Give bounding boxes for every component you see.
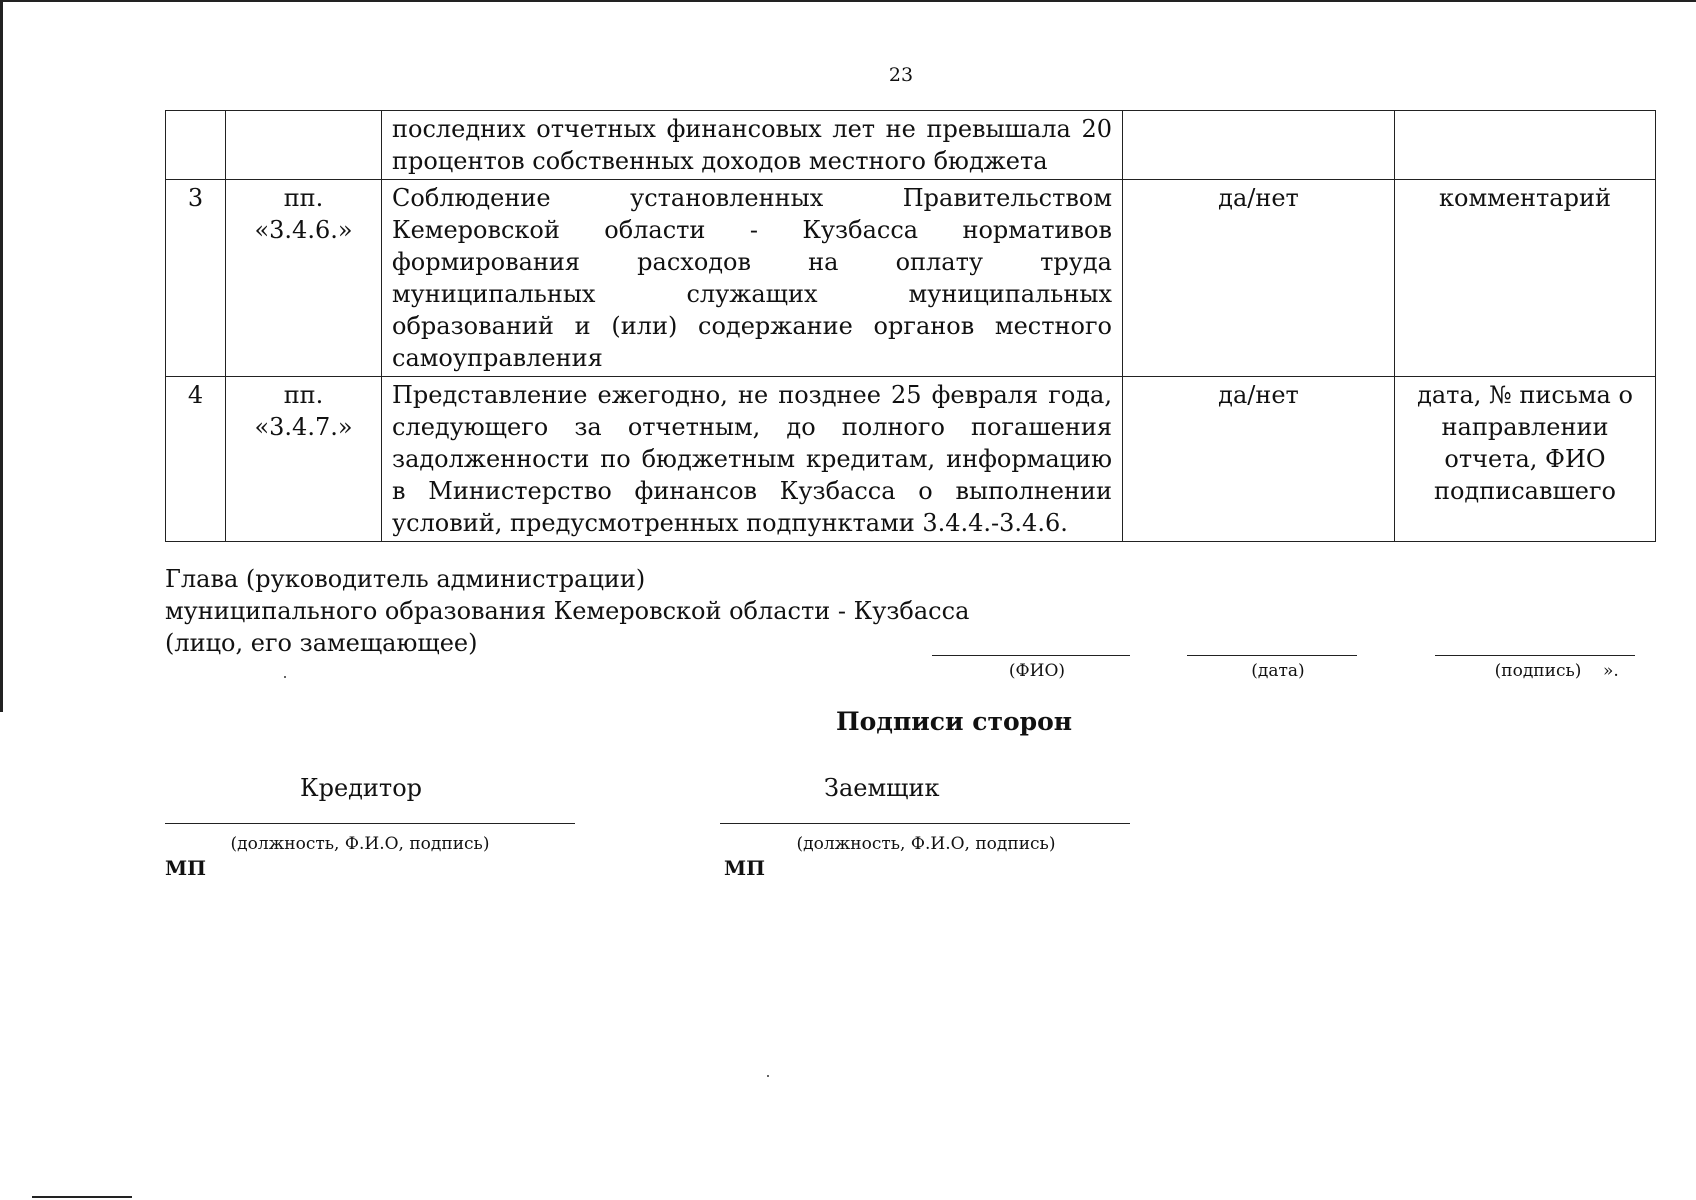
note-cell: комментарий	[1395, 180, 1656, 377]
condition-text: Представление ежегодно, не позднее 25 февраля года, следующего за отчетным, до полного погашения задолженности по бюджетным кредитам, информацию в Министерство финансов Кузбасса о выполнении условий, предусмотренных подпунктами 3.4.4.-3.4.6.	[382, 377, 1123, 542]
date-line	[1187, 655, 1357, 656]
fio-caption: (ФИО)	[1008, 661, 1066, 681]
row-number	[166, 111, 226, 180]
answer-cell: да/нет	[1123, 377, 1395, 542]
table-row	[166, 180, 1656, 377]
parties-title: Подписи сторон	[836, 707, 1073, 736]
scan-border-top	[0, 0, 1696, 2]
note-cell	[1395, 111, 1656, 180]
head-title-line: Глава (руководитель администрации)	[165, 565, 646, 593]
head-municipality-line: муниципального образования Кемеровской области - Кузбасса	[165, 597, 970, 625]
clause-ref-prefix: пп.	[283, 184, 324, 212]
scan-border-left	[0, 0, 3, 712]
requirements-table	[165, 110, 1656, 542]
note-cell: дата, № письма о направлении отчета, ФИО подписавшего	[1395, 377, 1656, 542]
scan-border-bottom	[32, 1196, 132, 1198]
clause-reference	[226, 377, 382, 542]
answer-cell	[1123, 111, 1395, 180]
scan-speck	[284, 676, 286, 678]
fio-line	[932, 655, 1130, 656]
table-row	[166, 377, 1656, 542]
condition-text: Соблюдение установленных Правительством Кемеровской области - Кузбасса нормативов формирования расходов на оплату труда муниципальных служащих муниципальных образований и (или) содержание органов местного самоуправления	[382, 180, 1123, 377]
borrower-stamp-mark: МП	[724, 856, 766, 880]
borrower-signature-line	[720, 823, 1130, 824]
clause-reference	[226, 111, 382, 180]
creditor-label: Кредитор	[300, 774, 423, 802]
scan-speck	[767, 1075, 769, 1077]
row-number: 4	[166, 377, 226, 542]
clause-reference	[226, 180, 382, 377]
table-row	[166, 111, 1656, 180]
closing-quote: ».	[1603, 661, 1619, 681]
condition-text: последних отчетных финансовых лет не превышала 20 процентов собственных доходов местного бюджета	[382, 111, 1123, 180]
head-deputy-line: (лицо, его замещающее)	[165, 629, 478, 657]
signature-line	[1435, 655, 1635, 656]
borrower-caption: (должность, Ф.И.О, подпись)	[796, 834, 1056, 854]
borrower-label: Заемщик	[824, 774, 940, 802]
clause-ref-number: «3.4.6.»	[254, 216, 353, 244]
answer-cell: да/нет	[1123, 180, 1395, 377]
page-number: 23	[888, 64, 914, 86]
signature-caption: (подпись)	[1494, 661, 1582, 681]
creditor-stamp-mark: МП	[165, 856, 207, 880]
creditor-caption: (должность, Ф.И.О, подпись)	[230, 834, 490, 854]
clause-ref-prefix: пп.	[283, 381, 324, 409]
creditor-signature-line	[165, 823, 575, 824]
head-signatory-block	[165, 563, 969, 659]
row-number: 3	[166, 180, 226, 377]
date-caption: (дата)	[1251, 661, 1305, 681]
clause-ref-number: «3.4.7.»	[254, 413, 353, 441]
